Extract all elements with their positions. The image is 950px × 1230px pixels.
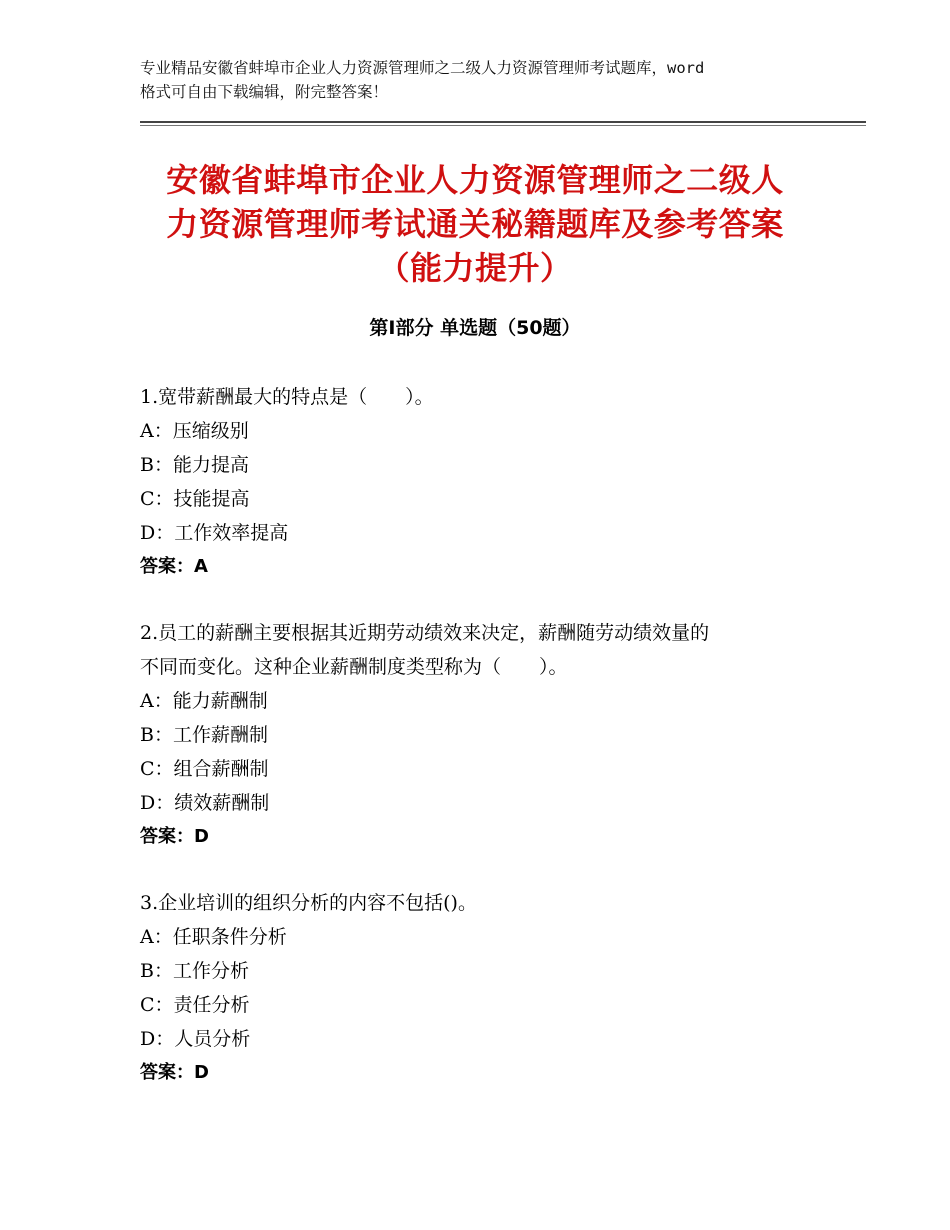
question-stem-line: 2.员工的薪酬主要根据其近期劳动绩效来决定，薪酬随劳动绩效量的	[140, 622, 710, 644]
header-note-line: 格式可自由下载编辑，附完整答案！	[140, 83, 389, 101]
option-d: D：人员分析	[140, 1028, 251, 1050]
option-a: A：能力薪酬制	[140, 690, 268, 712]
option-c: C：技能提高	[140, 488, 250, 510]
question-stem	[140, 886, 820, 920]
question-item	[140, 886, 820, 1090]
header-note-line: 专业精品安徽省蚌埠市企业人力资源管理师之二级人力资源管理师考试题库，word	[140, 59, 705, 77]
option-d: D：工作效率提高	[140, 522, 289, 544]
option-b: B：工作薪酬制	[140, 724, 268, 746]
question-item	[140, 380, 820, 584]
question-stem	[140, 616, 820, 684]
question-stem	[140, 380, 820, 414]
option-d: D：绩效薪酬制	[140, 792, 270, 814]
answer-label: 答案：D	[140, 1062, 209, 1083]
title-line: （能力提升）	[377, 249, 573, 287]
answer-label: 答案：D	[140, 826, 209, 847]
section-title: 第Ⅰ部分 单选题（50题）	[369, 317, 581, 339]
option-c: C：责任分析	[140, 994, 250, 1016]
question-stem-line: 1.宽带薪酬最大的特点是（ ）。	[140, 386, 434, 408]
header-divider-thin	[140, 125, 866, 126]
question-list	[140, 380, 820, 1122]
question-stem-line: 3.企业培训的组织分析的内容不包括()。	[140, 892, 477, 914]
option-c: C：组合薪酬制	[140, 758, 269, 780]
option-a: A：任职条件分析	[140, 926, 287, 948]
header-note	[140, 56, 830, 104]
option-b: B：能力提高	[140, 454, 249, 476]
question-stem-line: 不同而变化。这种企业薪酬制度类型称为（ ）。	[140, 656, 568, 678]
question-item	[140, 616, 820, 854]
title-line: 安徽省蚌埠市企业人力资源管理师之二级人	[166, 161, 784, 199]
header-divider	[140, 121, 866, 123]
title-line: 力资源管理师考试通关秘籍题库及参考答案	[166, 205, 784, 243]
document-title	[140, 158, 810, 290]
option-b: B：工作分析	[140, 960, 249, 982]
option-a: A：压缩级别	[140, 420, 249, 442]
answer-label: 答案：A	[140, 556, 208, 577]
